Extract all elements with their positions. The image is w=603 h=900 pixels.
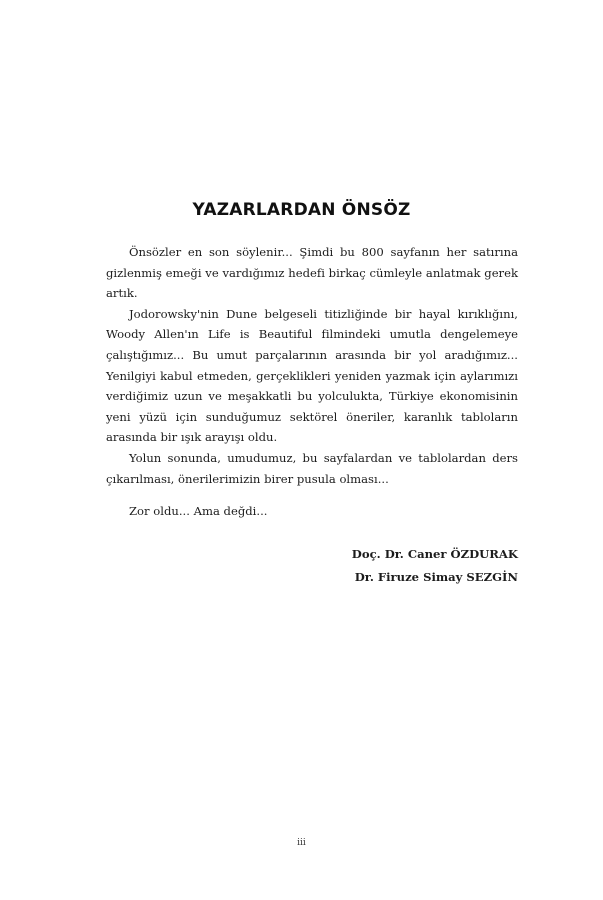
author-signatures [352,543,518,589]
paragraph: Önsözler en son söylenir... Şimdi bu 800 sayfanın her satırına gizlenmiş emeği ve vardığımız hedefi birkaç cümleyle anlatmak gerek artık. [106,245,518,301]
author-name: Dr. Firuze Simay SEZGİN [354,570,518,584]
paragraph: Jodorowsky'nin Dune belgeseli titizliğinde bir hayal kırıklığını, Woody Allen'ın Life is Beautiful filmindeki umutla dengelemeye çalıştığımız... Bu umut parçalarının arasında bir yol aradığımız... Yenilgiyi kabul etmeden, gerçeklikleri yeniden yazmak için aylarımızı verdiğimiz uzun ve meşakkatli bu yolculukta, Türkiye ekonomisinin yeni yüzü için sunduğumuz sektörel öneriler, karanlık tabloların arasında bir ışık arayışı oldu. [106,306,518,445]
closing-line: Zor oldu... Ama değdi... [129,504,268,518]
preface-body [106,242,518,489]
author-name: Doç. Dr. Caner ÖZDURAK [351,547,518,561]
paragraph: Yolun sonunda, umudumuz, bu sayfalardan ve tablolardan ders çıkarılması, önerilerimizin birer pusula olması... [106,450,518,486]
page-number: iii [297,838,306,848]
page-title: YAZARLARDAN ÖNSÖZ [192,200,411,220]
